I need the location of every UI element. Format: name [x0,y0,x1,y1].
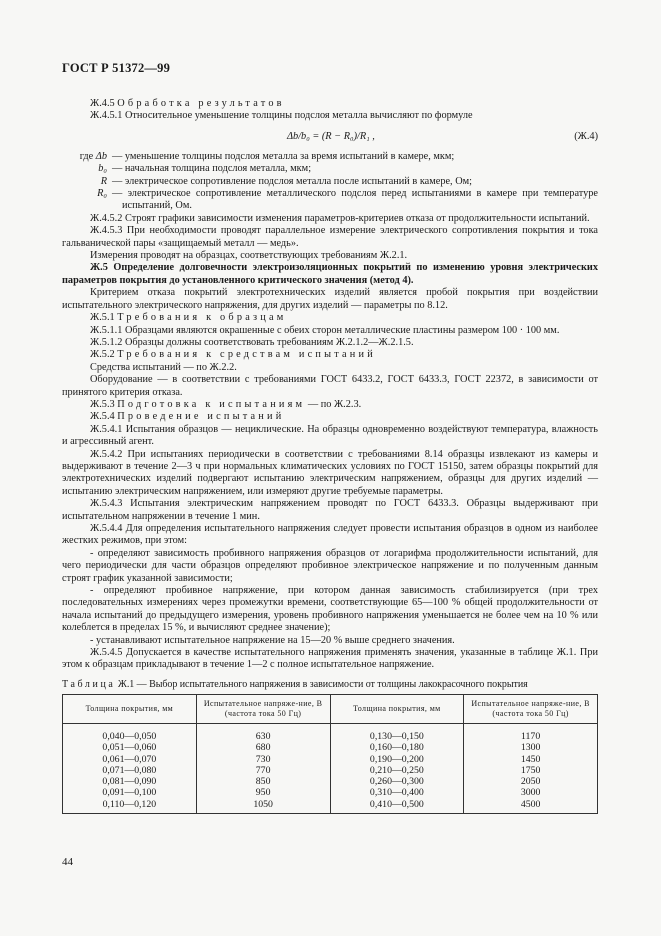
paragraph-4-5-2: Ж.4.5.2 Строят графики зависимости изменения параметров-критериев отказа от продолжительности испытаний. [90,212,590,224]
table-cell: 770 [196,765,330,776]
list-item: - устанавливают испытательное напряжение на 15—20 % выше среднего значения. [90,634,455,646]
paragraph-4-5-1: Ж.4.5.1 Относительное уменьшение толщины подслоя металла вычисляют по формуле [90,110,473,122]
page-content [62,98,598,814]
standard-header: ГОСТ Р 51372—99 [62,61,171,75]
section-heading: Требования к образцам [117,312,287,324]
table-row [63,787,598,798]
paragraph-failure-criterion: Критерием отказа покрытий электротехнических изделий является пробой покрытия при воздействии испытательного электрического напряжения, для других изделий — параметры по 8.12. [62,287,598,311]
table-cell: 0,061—0,070 [63,754,197,765]
table-cell: 0,040—0,050 [63,724,197,743]
table-cell: 0,130—0,150 [330,724,464,743]
paragraph-5-1-1: Ж.5.1.1 Образцами являются окрашенные с обеих сторон металлические пластины размером 100 · 100 мм. [90,324,560,336]
table-cell: 630 [196,724,330,743]
paragraph-equipment: Оборудование — в соответствии с требованиями ГОСТ 6433.2, ГОСТ 6433.3, ГОСТ 22372, в зависимости от принятого критерия отказа. [62,374,598,398]
table-header-row [63,695,598,724]
table-cell: 0,160—0,180 [330,742,464,753]
table-cell: 0,071—0,080 [63,765,197,776]
table-cell: 0,081—0,090 [63,776,197,787]
section-title-5: Ж.5 Определение долговечности электроизоляционных покрытий по изменению уровня электрических параметров покрытия до установленного критического значения (метод 4). [62,262,598,286]
definition-row [62,176,598,188]
table-row [63,754,598,765]
column-header: Толщина покрытия, мм [330,695,464,724]
list-item: - определяют зависимость пробивного напряжения образцов от логарифма продолжительности испытаний, для чего периодически для части образцов определяют пробивное электрическое напряжение и по полученным данным строят график указанной зависимости; [62,547,598,584]
definition-symbol: где Δb [79,150,107,162]
section-number: Ж.5.3 [90,398,115,410]
section-title-5-3 [62,399,598,411]
paragraph-5-4-4: Ж.5.4.4 Для определения испытательного напряжения следует провести испытания образцов в одном из наиболее жестких режимов, при этом: [62,523,598,547]
definition-text: — электрическое сопротивление металлического подслоя перед испытаниями в камере при температуре испытаний, Ом. [112,188,598,212]
table-cell: 3000 [464,787,598,798]
table-cell: 0,190—0,200 [330,754,464,765]
column-header: Толщина покрытия, мм [63,695,197,724]
table-cell: 0,210—0,250 [330,765,464,776]
page-number: 44 [62,856,73,868]
column-header: Испытательное напряже-ние, В (частота тока 50 Гц) [196,695,330,724]
table-cell: 4500 [464,799,598,814]
section-title-4-5 [62,98,598,110]
paragraph-4-5-3: Ж.4.5.3 При необходимости проводят параллельное измерение электрического сопротивления покрытия и тока гальванической пары «защищаемый металл — медь». [62,225,598,249]
table-cell: 1750 [464,765,598,776]
formula-number: (Ж.4) [574,130,598,142]
definition-row [62,188,598,213]
paragraph-5-4-5: Ж.5.4.5 Допускается в качестве испытательного напряжения применять значения, указанные в таблице Ж.1. При этом к образцам прикладывают в течение 1—2 с полное испытательное напряжение. [62,647,598,671]
paragraph-5-4-1: Ж.5.4.1 Испытания образцов — нециклические. На образцы одновременно воздействуют температура, влажность и агрессивный агент. [62,423,598,448]
definition-row [62,163,598,175]
table-cell: 0,051—0,060 [63,742,197,753]
table-caption-text: Ж.1 — Выбор испытательного напряжения в зависимости от толщины лакокрасочного покрытия [115,678,528,690]
section-title-5-1 [62,312,598,324]
section-number: Ж.5.4 [90,411,115,423]
section-heading: Обработка результатов [117,98,285,109]
paragraph-5-4-3: Ж.5.4.3 Испытания электрическим напряжением проводят по ГОСТ 6433.3. Образцы выдерживают при испытательном напряжении в течение 1 мин. [62,498,598,522]
table-cell: 1170 [464,724,598,743]
table-row [63,776,598,787]
paragraph-test-means: Средства испытаний — по Ж.2.2. [90,361,237,373]
definition-text: — электрическое сопротивление подслоя металла после испытаний в камере, Ом; [112,175,473,187]
formula: Δb/b₀ = (R − R₀)/R₁ , [287,130,375,142]
table-cell: 0,091—0,100 [63,787,197,798]
paragraph-measurements: Измерения проводят на образцах, соответствующих требованиям Ж.2.1. [90,250,408,262]
definition-text: — уменьшение толщины подслоя металла за время испытаний в камере, мкм; [112,150,455,162]
table-row [63,765,598,776]
list-item: - определяют пробивное напряжение, при котором данная зависимость стабилизируется (при трех последовательных измерениях через промежутки времени, соответствующие 65—100 % общей продолжительности от начала испытаний до предыдущего измерения, уровень пробивного напряжения уменьшается не более чем на 10 % или колеблется в пределах 15 %, и вычисляют среднее значение); [62,585,598,634]
voltage-table [62,694,598,813]
column-header: Испытательное напряже-ние, В (частота тока 50 Гц) [464,695,598,724]
table-cell: 2050 [464,776,598,787]
definition-row [62,151,598,163]
table-cell: 0,110—0,120 [63,799,197,814]
table-cell: 950 [196,787,330,798]
table-cell: 680 [196,742,330,753]
section-title-5-4 [62,411,598,423]
table-cell: 850 [196,776,330,787]
table-cell: 0,310—0,400 [330,787,464,798]
definition-symbol: R₀ [97,188,107,200]
definition-symbol: b₀ [98,163,107,175]
table-cell: 1050 [196,799,330,814]
paragraph-5-4-2: Ж.5.4.2 При испытаниях периодически в соответствии с требованиями 8.14 образцы извлекают из камеры и выдерживают в течение 2—3 ч при нормальных климатических условиях по ГОСТ 15150, затем образцы покрытий для электротехнических изделий подвергают испытанию электрическим напряжением, образцы для других изделий — испытанию электрическим напряжением, или измеряют другие требуемые параметры. [62,448,598,497]
section-heading: Требования к средствам испытаний [117,349,376,361]
table-caption [62,679,598,691]
section-title-5-2 [62,349,598,361]
section-number: Ж.4.5 [90,98,115,109]
paragraph-5-1-2: Ж.5.1.2 Образцы должны соответствовать требованиям Ж.2.1.2—Ж.2.1.5. [90,336,414,348]
table-cell: 0,260—0,300 [330,776,464,787]
section-number: Ж.5.2 [90,349,115,361]
table-row [63,742,598,753]
section-tail: — по Ж.2.3. [305,398,362,410]
table-row [63,799,598,814]
section-number: Ж.5.1 [90,312,115,324]
table-row [63,724,598,743]
formula-row [62,128,598,148]
section-heading: Проведение испытаний [117,411,285,423]
table-cell: 0,410—0,500 [330,799,464,814]
definition-symbol: R [100,175,107,187]
symbol-definitions [62,151,598,213]
table-label: Таблица [62,678,116,690]
definition-text: — начальная толщина подслоя металла, мкм; [112,163,312,175]
table-cell: 1450 [464,754,598,765]
section-heading: Подготовка к испытаниям [117,398,306,410]
table-cell: 1300 [464,742,598,753]
table-cell: 730 [196,754,330,765]
